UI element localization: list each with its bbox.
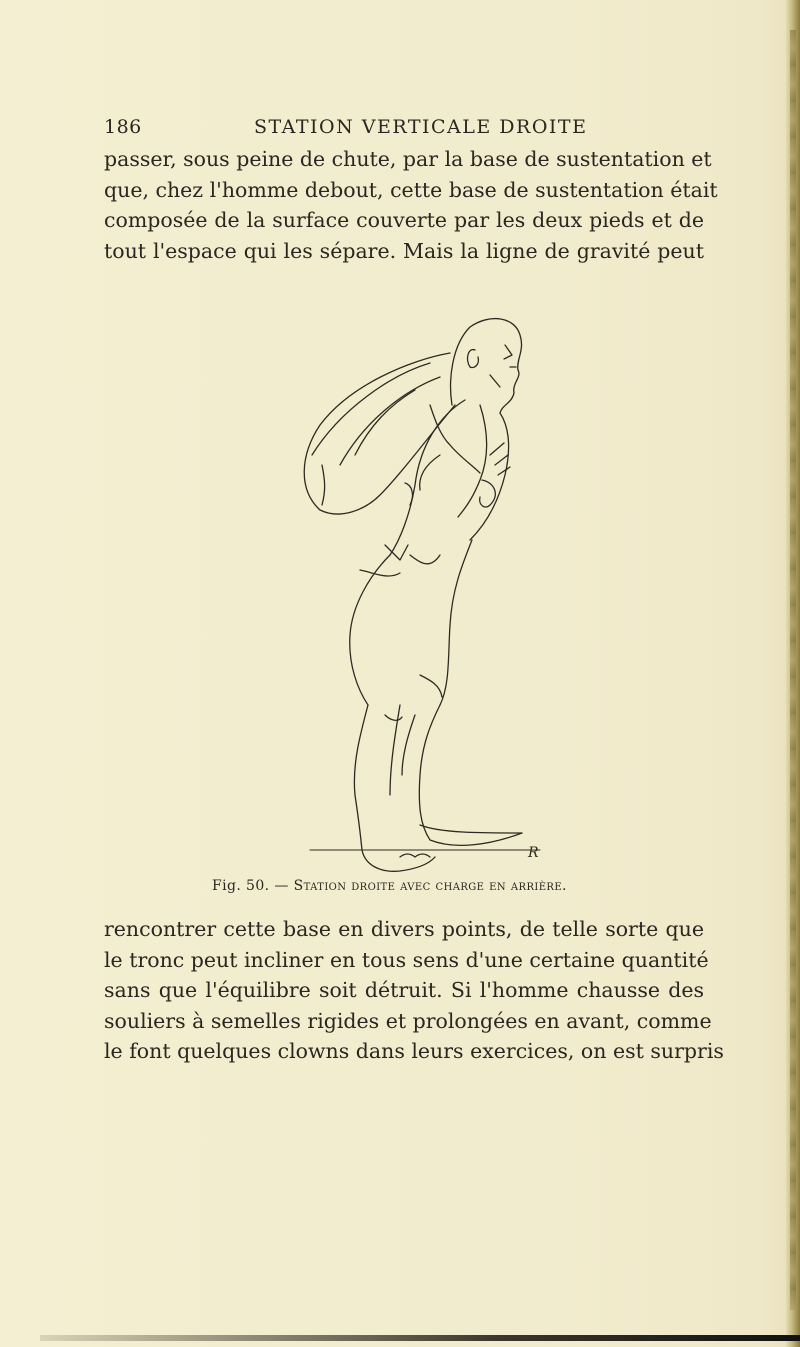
torso-front <box>440 540 472 705</box>
chest-line <box>405 483 412 505</box>
artist-signature: R <box>528 845 539 861</box>
text-line: le tronc peut incliner en tous sens d'une certaine quantité <box>104 947 709 972</box>
torso-detail <box>410 555 440 564</box>
bottom-scan-edge <box>40 1335 800 1341</box>
page-binding-strip <box>790 30 796 1310</box>
knee <box>420 675 442 697</box>
arm-line <box>430 405 480 473</box>
knee <box>385 715 402 720</box>
sack-fold <box>312 363 430 455</box>
running-title: STATION VERTICALE DROITE <box>254 116 588 138</box>
leg-back <box>354 705 368 850</box>
paragraph-bottom <box>104 914 724 1067</box>
text-line: composée de la surface couverte par les deux pieds et de <box>104 208 704 232</box>
ear <box>468 350 479 368</box>
head-outline <box>451 319 522 413</box>
foot-back <box>362 850 435 871</box>
leg-inner <box>402 715 415 775</box>
hand-fingers <box>490 443 510 475</box>
page-number: 186 <box>104 116 142 138</box>
torso-detail <box>360 570 400 576</box>
text-line: sans que l'équilibre soit détruit. Si l'homme chausse des <box>104 978 704 1002</box>
toes <box>400 854 430 857</box>
sack-fold <box>340 377 440 465</box>
caption-dash: — <box>274 878 289 894</box>
face-detail <box>490 375 500 387</box>
face-detail <box>504 345 512 359</box>
foot-front <box>420 825 522 833</box>
chest-line <box>420 455 440 490</box>
caption-text: Station droite avec charge en arrière. <box>293 878 567 894</box>
leg-inner <box>390 705 400 795</box>
text-line: passer, sous peine de chute, par la base de sustentation et <box>104 147 712 171</box>
torso-detail <box>385 545 408 560</box>
paragraph-top <box>104 144 718 266</box>
arm-line <box>470 413 509 540</box>
torso-back <box>350 555 390 705</box>
sack-fold <box>355 390 415 455</box>
leg-front <box>419 705 522 845</box>
arm-line <box>458 405 487 517</box>
text-line: que, chez l'homme debout, cette base de sustentation était <box>104 177 718 202</box>
shoulder-line <box>390 400 465 555</box>
figure-illustration <box>290 305 550 875</box>
figure-label: Fig. 50. <box>212 878 270 894</box>
page-header <box>104 116 704 146</box>
text-line: tout l'espace qui les sépare. Mais la ligne de gravité peut <box>104 238 704 263</box>
hand <box>480 480 496 507</box>
figure-caption <box>212 878 612 894</box>
sack-fold <box>322 465 325 505</box>
text-line: souliers à semelles rigides et prolongées en avant, comme <box>104 1008 712 1033</box>
text-line: le font quelques clowns dans leurs exercices, on est surpris <box>104 1039 724 1063</box>
text-line: rencontrer cette base en divers points, de telle sorte que <box>104 917 704 941</box>
